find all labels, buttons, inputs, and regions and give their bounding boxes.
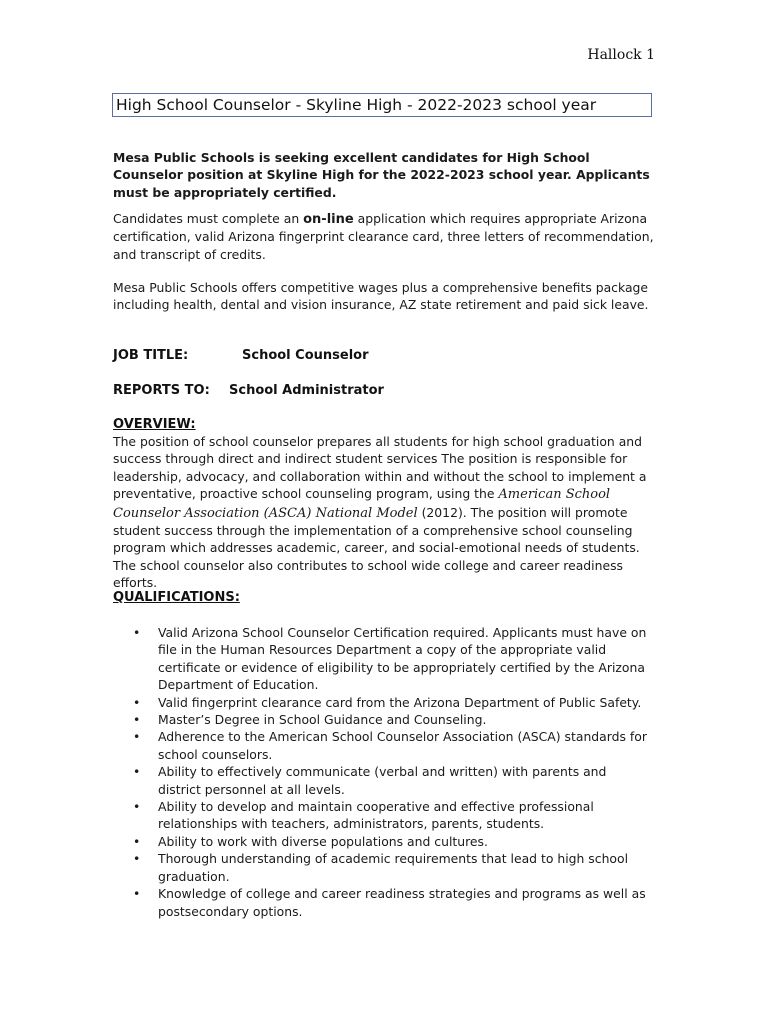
list-item: • Ability to develop and maintain cooperative and effective professional relationships with teachers, administrators, parents, students. (133, 799, 594, 832)
bullet-icon: • (133, 729, 141, 745)
benefits-paragraph: Mesa Public Schools offers competitive wages plus a comprehensive benefits package including health, dental and vision insurance, AZ state retirement and paid sick leave. (113, 280, 649, 313)
job-title-label: JOB TITLE: (113, 348, 189, 363)
overview-paragraph (113, 433, 658, 592)
list-item: • Ability to effectively communicate (verbal and written) with parents and district personnel at all levels. (133, 764, 607, 797)
bullet-icon: • (133, 833, 141, 849)
application-text-after: application which requires appropriate Arizona certification, valid Arizona fingerprint clearance card, three letters of recommendation, and transcript of credits. (113, 211, 654, 262)
bullet-icon: • (133, 764, 141, 780)
application-text-before: Candidates must complete an (113, 211, 304, 226)
reports-to-label: REPORTS TO: (113, 383, 210, 398)
list-item: • Master’s Degree in School Guidance and Counseling. (133, 712, 487, 728)
page-header-label: Hallock 1 (587, 47, 655, 63)
qualifications-list (113, 624, 653, 920)
bullet-icon: • (133, 625, 141, 640)
overview-text-after: (2012). The position will promote student success through the implementation of a comprehensive school counseling program which addresses academic, career, and social-emotional needs of students. The school counselor also contributes to school wide college and career readiness efforts. (113, 504, 640, 591)
overview-text-before: The position of school counselor prepares all students for high school graduation and success through direct and indirect student services The position is responsible for leadership, advocacy, and collaboration within and without the school to implement a preventative, proactive school counseling program, using the (113, 434, 647, 502)
list-item: • Ability to work with diverse populations and cultures. (133, 833, 488, 849)
bullet-icon: • (133, 694, 141, 710)
bullet-icon: • (133, 851, 141, 867)
application-paragraph (113, 210, 658, 263)
job-title-value: School Counselor (242, 348, 369, 363)
list-item: • Valid Arizona School Counselor Certification required. Applicants must have on file in the Human Resources Department a copy of the appropriate valid certificate or evidence of eligibility to be appropriately certified by the Arizona Department of Education. (133, 625, 647, 693)
document-title: High School Counselor - Skyline High - 2022-2023 school year (112, 93, 652, 117)
list-item: • Thorough understanding of academic requirements that lead to high school graduation. (133, 851, 629, 884)
job-title-row (113, 348, 369, 363)
bullet-icon: • (133, 799, 141, 815)
intro-paragraph: Mesa Public Schools is seeking excellent candidates for High School Counselor position at Skyline High for the 2022-2023 school year. Applicants must be appropriately certified. (113, 150, 650, 200)
bullet-icon: • (133, 886, 141, 902)
qualifications-heading: QUALIFICATIONS: (113, 590, 240, 605)
bullet-icon: • (133, 712, 141, 728)
reports-to-row (113, 383, 384, 398)
list-item: • Valid fingerprint clearance card from the Arizona Department of Public Safety. (133, 694, 642, 710)
overview-heading: OVERVIEW: (113, 417, 196, 432)
online-emphasis: on-line (303, 212, 354, 227)
asca-model-name: American School Counselor Association (ASCA) National Model (113, 487, 611, 521)
list-item: • Knowledge of college and career readiness strategies and programs as well as postsecondary options. (133, 886, 646, 919)
list-item: • Adherence to the American School Counselor Association (ASCA) standards for school counselors. (133, 729, 647, 762)
reports-to-value: School Administrator (229, 383, 384, 398)
